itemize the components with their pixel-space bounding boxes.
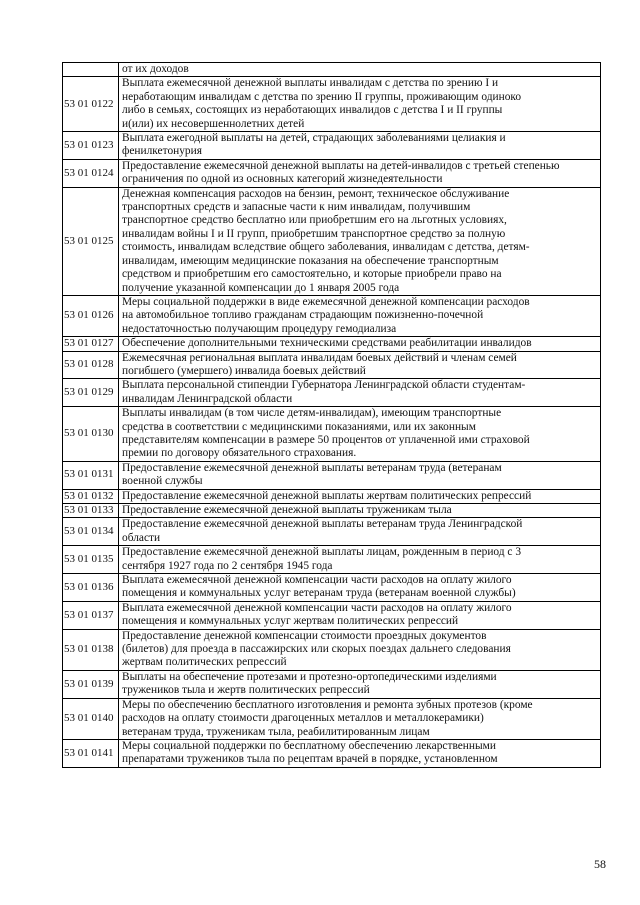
row-description (119, 132, 601, 160)
description-line: Обеспечение дополнительными техническими средствами реабилитации инвалидов (122, 337, 532, 350)
row-code: 53 01 0122 (63, 77, 119, 132)
row-description (119, 63, 601, 77)
row-description (119, 295, 601, 336)
table-row (63, 379, 601, 407)
row-code: 53 01 0127 (63, 337, 119, 351)
description-line: Выплаты инвалидам (в том числе детям-инвалидам), имеющим транспортные (122, 407, 502, 420)
row-description (119, 546, 601, 574)
description-line: премии по договору обязательного страхования. (122, 447, 357, 460)
table-row (63, 504, 601, 518)
row-code: 53 01 0125 (63, 187, 119, 295)
table-body (63, 63, 601, 768)
table-row (63, 670, 601, 698)
row-description (119, 379, 601, 407)
row-code (63, 63, 119, 77)
table-row (63, 739, 601, 767)
row-code: 53 01 0138 (63, 629, 119, 670)
row-code: 53 01 0137 (63, 601, 119, 629)
table-row (63, 461, 601, 489)
table-row (63, 546, 601, 574)
description-line: Меры по обеспечению бесплатного изготовления и ремонта зубных протезов (кроме (122, 698, 533, 711)
page-number: 58 (594, 857, 606, 871)
table-row (63, 187, 601, 295)
row-description (119, 601, 601, 629)
description-line: представителям компенсации в размере 50 процентов от уплаченной ими страховой (122, 433, 530, 446)
row-code: 53 01 0124 (63, 159, 119, 187)
table-row (63, 77, 601, 132)
row-description (119, 337, 601, 351)
description-line: помещения и коммунальных услуг жертвам политических репрессий (122, 615, 459, 628)
description-line: фенилкетонурия (122, 145, 202, 158)
table-row (63, 489, 601, 503)
table-row (63, 698, 601, 739)
description-line: стоимость, инвалидам вследствие общего заболевания, инвалидам с детства, детям- (122, 241, 530, 254)
description-line: помещения и коммунальных услуг ветеранам труда (ветеранам военной службы) (122, 587, 516, 600)
row-description (119, 698, 601, 739)
description-line: ветеранам труда, труженикам тыла, реабилитированным лицам (122, 725, 430, 738)
table-row (63, 63, 601, 77)
table-row (63, 407, 601, 462)
description-line: и(или) их несовершеннолетних детей (122, 117, 305, 130)
description-line: Выплата персональной стипендии Губернатора Ленинградской области студентам- (122, 379, 526, 392)
row-code: 53 01 0129 (63, 379, 119, 407)
row-code: 53 01 0135 (63, 546, 119, 574)
row-description (119, 574, 601, 602)
row-description (119, 407, 601, 462)
row-code: 53 01 0141 (63, 739, 119, 767)
description-line: неработающим инвалидам с детства по зрению II группы, проживающим одиноко (122, 90, 522, 103)
description-line: инвалидам, имеющим медицинские показания на обеспечение транспортным (122, 254, 499, 267)
description-line: Ежемесячная региональная выплата инвалидам боевых действий и членам семей (122, 351, 517, 364)
description-line: Предоставление ежемесячной денежной выплаты лицам, рожденным в период с 3 (122, 546, 522, 559)
table-row (63, 295, 601, 336)
description-line: Выплата ежегодной выплаты на детей, страдающих заболеваниями целиакия и (122, 132, 506, 145)
description-line: Предоставление ежемесячной денежной выплаты труженикам тыла (122, 504, 452, 516)
description-line: области (122, 531, 161, 544)
description-line: военной службы (122, 475, 203, 488)
description-line: средства в соответствии с медицинскими показаниями, или их законным (122, 420, 476, 433)
description-line: Предоставление ежемесячной денежной выплаты ветеранам труда Ленинградской (122, 518, 523, 531)
table-row (63, 132, 601, 160)
row-code: 53 01 0133 (63, 504, 119, 518)
description-line: средством и приобретшим его самостоятельно, и которые приобрели право на (122, 268, 502, 281)
description-line: Выплата ежемесячной денежной выплаты инвалидам с детства по зрению I и (122, 77, 499, 90)
table-row (63, 159, 601, 187)
row-description (119, 489, 601, 503)
row-description (119, 670, 601, 698)
table-row (63, 574, 601, 602)
description-line: Меры социальной поддержки в виде ежемесячной денежной компенсации расходов (122, 295, 530, 308)
description-line: Выплата ежемесячной денежной компенсации части расходов на оплату жилого (122, 601, 512, 614)
description-line: Предоставление ежемесячной денежной выплаты ветеранам труда (ветеранам (122, 461, 502, 474)
budget-code-table (62, 62, 601, 768)
description-line: недостаточностью получающим процедуру гемодиализа (122, 322, 397, 335)
description-line: транспортное средство бесплатно или приобретшим его на льготных условиях, (122, 214, 507, 227)
row-description (119, 187, 601, 295)
row-description (119, 504, 601, 518)
table-row (63, 351, 601, 379)
row-code: 53 01 0130 (63, 407, 119, 462)
table-row (63, 629, 601, 670)
row-code: 53 01 0139 (63, 670, 119, 698)
row-description (119, 77, 601, 132)
description-line: ограничения по одной из основных категорий жизнедеятельности (122, 173, 443, 186)
description-line: тружеников тыла и жертв политических репрессий (122, 684, 370, 697)
description-line: Предоставление ежемесячной денежной выплаты жертвам политических репрессий (122, 489, 532, 502)
description-line: инвалидам Ленинградской области (122, 392, 293, 405)
row-code: 53 01 0134 (63, 518, 119, 546)
row-description (119, 461, 601, 489)
description-line: Меры социальной поддержки по бесплатному обеспечению лекарственными (122, 739, 496, 752)
table-row (63, 337, 601, 351)
row-description (119, 629, 601, 670)
row-code: 53 01 0126 (63, 295, 119, 336)
description-line: сентября 1927 года по 2 сентября 1945 года (122, 559, 333, 572)
row-description (119, 159, 601, 187)
description-line: либо в семьях, состоящих из неработающих инвалидов с детства I и II группы (122, 104, 503, 117)
description-line: получение указанной компенсации до 1 января 2005 года (122, 281, 400, 294)
description-line: Денежная компенсация расходов на бензин, ремонт, техническое обслуживание (122, 187, 510, 200)
row-code: 53 01 0140 (63, 698, 119, 739)
row-description (119, 351, 601, 379)
description-line: от их доходов (122, 63, 189, 75)
row-code: 53 01 0128 (63, 351, 119, 379)
description-line: Выплаты на обеспечение протезами и протезно-ортопедическими изделиями (122, 670, 497, 683)
row-code: 53 01 0136 (63, 574, 119, 602)
description-line: инвалидам войны I и II групп, приобретшим транспортное средство за полную (122, 227, 506, 240)
description-line: (билетов) для проезда в пассажирских или скорых поездах дальнего следования (122, 643, 511, 656)
description-line: Предоставление денежной компенсации стоимости проездных документов (122, 629, 487, 642)
description-line: погибшего (умершего) инвалида боевых действий (122, 364, 366, 377)
description-line: на автомобильное топливо гражданам страдающим пожизненно-почечной (122, 309, 484, 322)
row-description (119, 518, 601, 546)
description-line: расходов на оплату стоимости драгоценных металлов и металлокерамики) (122, 712, 484, 725)
description-line: Предоставление ежемесячной денежной выплаты на детей-инвалидов с третьей степенью (122, 159, 560, 172)
row-code: 53 01 0131 (63, 461, 119, 489)
row-code: 53 01 0132 (63, 489, 119, 503)
description-line: транспортных средств и запасные части к ним инвалидам, получившим (122, 201, 471, 214)
row-description (119, 739, 601, 767)
description-line: Выплата ежемесячной денежной компенсации части расходов на оплату жилого (122, 574, 512, 587)
description-line: препаратами тружеников тыла по рецептам врачей в порядке, установленном (122, 753, 498, 766)
table-row (63, 601, 601, 629)
table-row (63, 518, 601, 546)
description-line: жертвам политических репрессий (122, 656, 287, 669)
row-code: 53 01 0123 (63, 132, 119, 160)
